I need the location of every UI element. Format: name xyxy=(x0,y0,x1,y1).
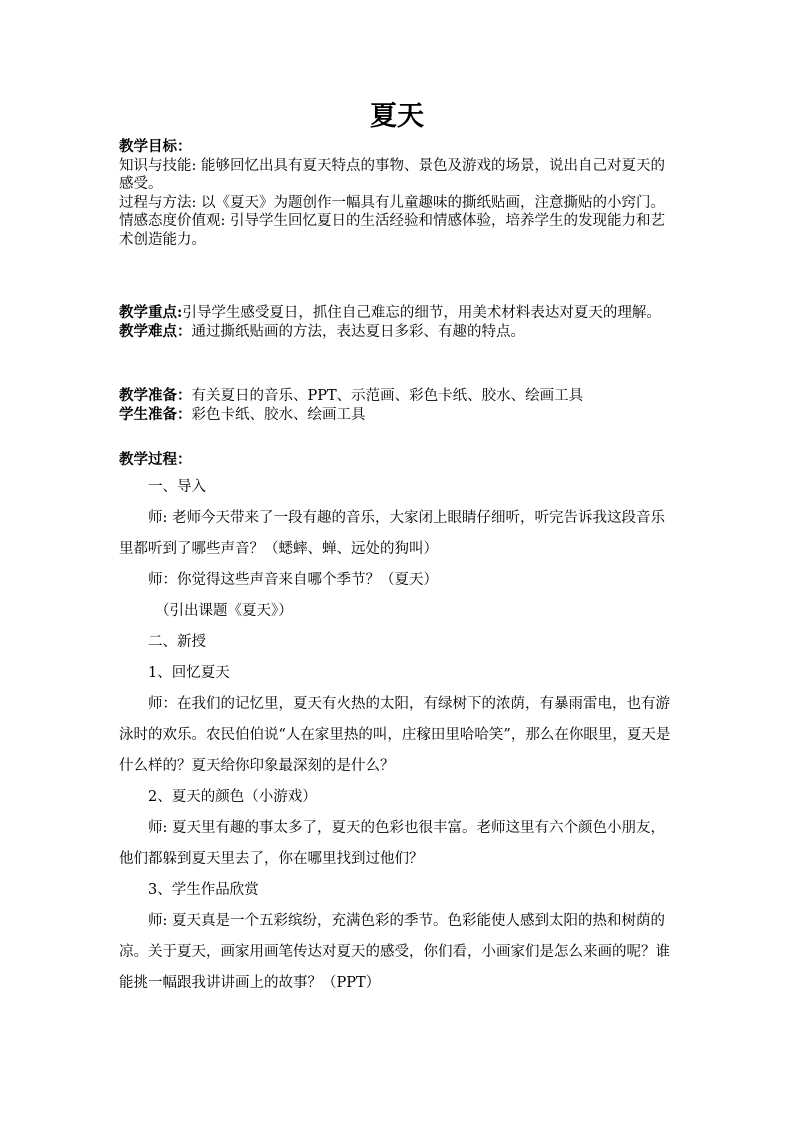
subsection-appreciation-heading: 3、学生作品欣赏 xyxy=(148,882,259,898)
appreciation-paragraph: 师: 夏天真是一个五彩缤纷，充满色彩的季节。色彩能使人感到太阳的热和树荫的凉。关于夏天，画家用画笔传达对夏天的感受，你们看，小画家们是怎么来画的呢？谁能挑一幅跟我讲讲画上的故事？（PPT） xyxy=(119,913,670,991)
intro-paragraph-season: 师：你觉得这些声音来自哪个季节？（夏天） xyxy=(148,572,438,588)
objective-knowledge: 知识与技能: 能够回忆出具有夏天特点的事物、景色及游戏的场景，说出自己对夏天的感受。 xyxy=(119,157,665,192)
difficulty-text: 通过撕纸贴画的方法，表达夏日多彩、有趣的特点。 xyxy=(191,323,525,340)
subsection-colors-heading: 2、夏天的颜色（小游戏） xyxy=(148,789,317,805)
student-prep-paragraph xyxy=(119,406,679,425)
process-body xyxy=(119,472,679,999)
process-heading-wrap xyxy=(119,451,679,470)
objectives-heading: 教学目标： xyxy=(119,138,192,155)
process-heading: 教学过程： xyxy=(119,451,192,468)
intro-paragraph-music: 师: 老师今天带来了一段有趣的音乐，大家闭上眼睛仔细听，听完告诉我这段音乐里都听到了哪些声音？（蟋蟀、蝉、远处的狗叫） xyxy=(119,510,665,557)
key-point-text: 引导学生感受夏日，抓住自己难忘的细节，用美术材料表达对夏天的理解。 xyxy=(182,305,661,321)
colors-paragraph: 师: 夏天里有趣的事太多了，夏天的色彩也很丰富。老师这里有六个颜色小朋友，他们都躲到夏天里去了，你在哪里找到过他们？ xyxy=(119,820,665,867)
subsection-recall-heading: 1、回忆夏天 xyxy=(148,665,230,681)
section-intro-heading: 一、导入 xyxy=(148,479,206,495)
objectives-section xyxy=(119,138,679,249)
difficulty-paragraph xyxy=(119,323,679,342)
student-prep-label: 学生准备： xyxy=(119,405,192,423)
key-point-paragraph xyxy=(119,304,679,323)
page-title: 夏天 xyxy=(370,101,424,132)
key-point-label: 教学重点: xyxy=(119,304,183,321)
intro-topic-note: （引出课题《夏天》） xyxy=(155,603,293,619)
key-difficulty-section xyxy=(119,304,679,341)
preparation-section xyxy=(119,387,679,424)
teacher-prep-label: 教学准备： xyxy=(119,387,192,404)
section-new-heading: 二、新授 xyxy=(148,634,206,650)
objective-process: 过程与方法: 以《夏天》为题创作一幅具有儿童趣味的撕纸贴画，注意撕贴的小窍门。 xyxy=(119,194,665,211)
teacher-prep-text: 有关夏日的音乐、PPT、示范画、彩色卡纸、胶水、绘画工具 xyxy=(191,388,584,404)
objective-emotion: 情感态度价值观: 引导学生回忆夏日的生活经验和情感体验，培养学生的发现能力和艺术创造能力。 xyxy=(119,213,665,248)
student-prep-text: 彩色卡纸、胶水、绘画工具 xyxy=(191,406,366,423)
difficulty-label: 教学难点： xyxy=(119,322,192,340)
recall-paragraph: 师：在我们的记忆里，夏天有火热的太阳，有绿树下的浓荫，有暴雨雷电，也有游泳时的欢乐。农民伯伯说“人在家里热的叫，庄稼田里哈哈笑”，那么在你眼里，夏天是什么样的？夏天给你印象最深刻的是什么？ xyxy=(119,696,671,774)
teacher-prep-paragraph xyxy=(119,387,679,406)
